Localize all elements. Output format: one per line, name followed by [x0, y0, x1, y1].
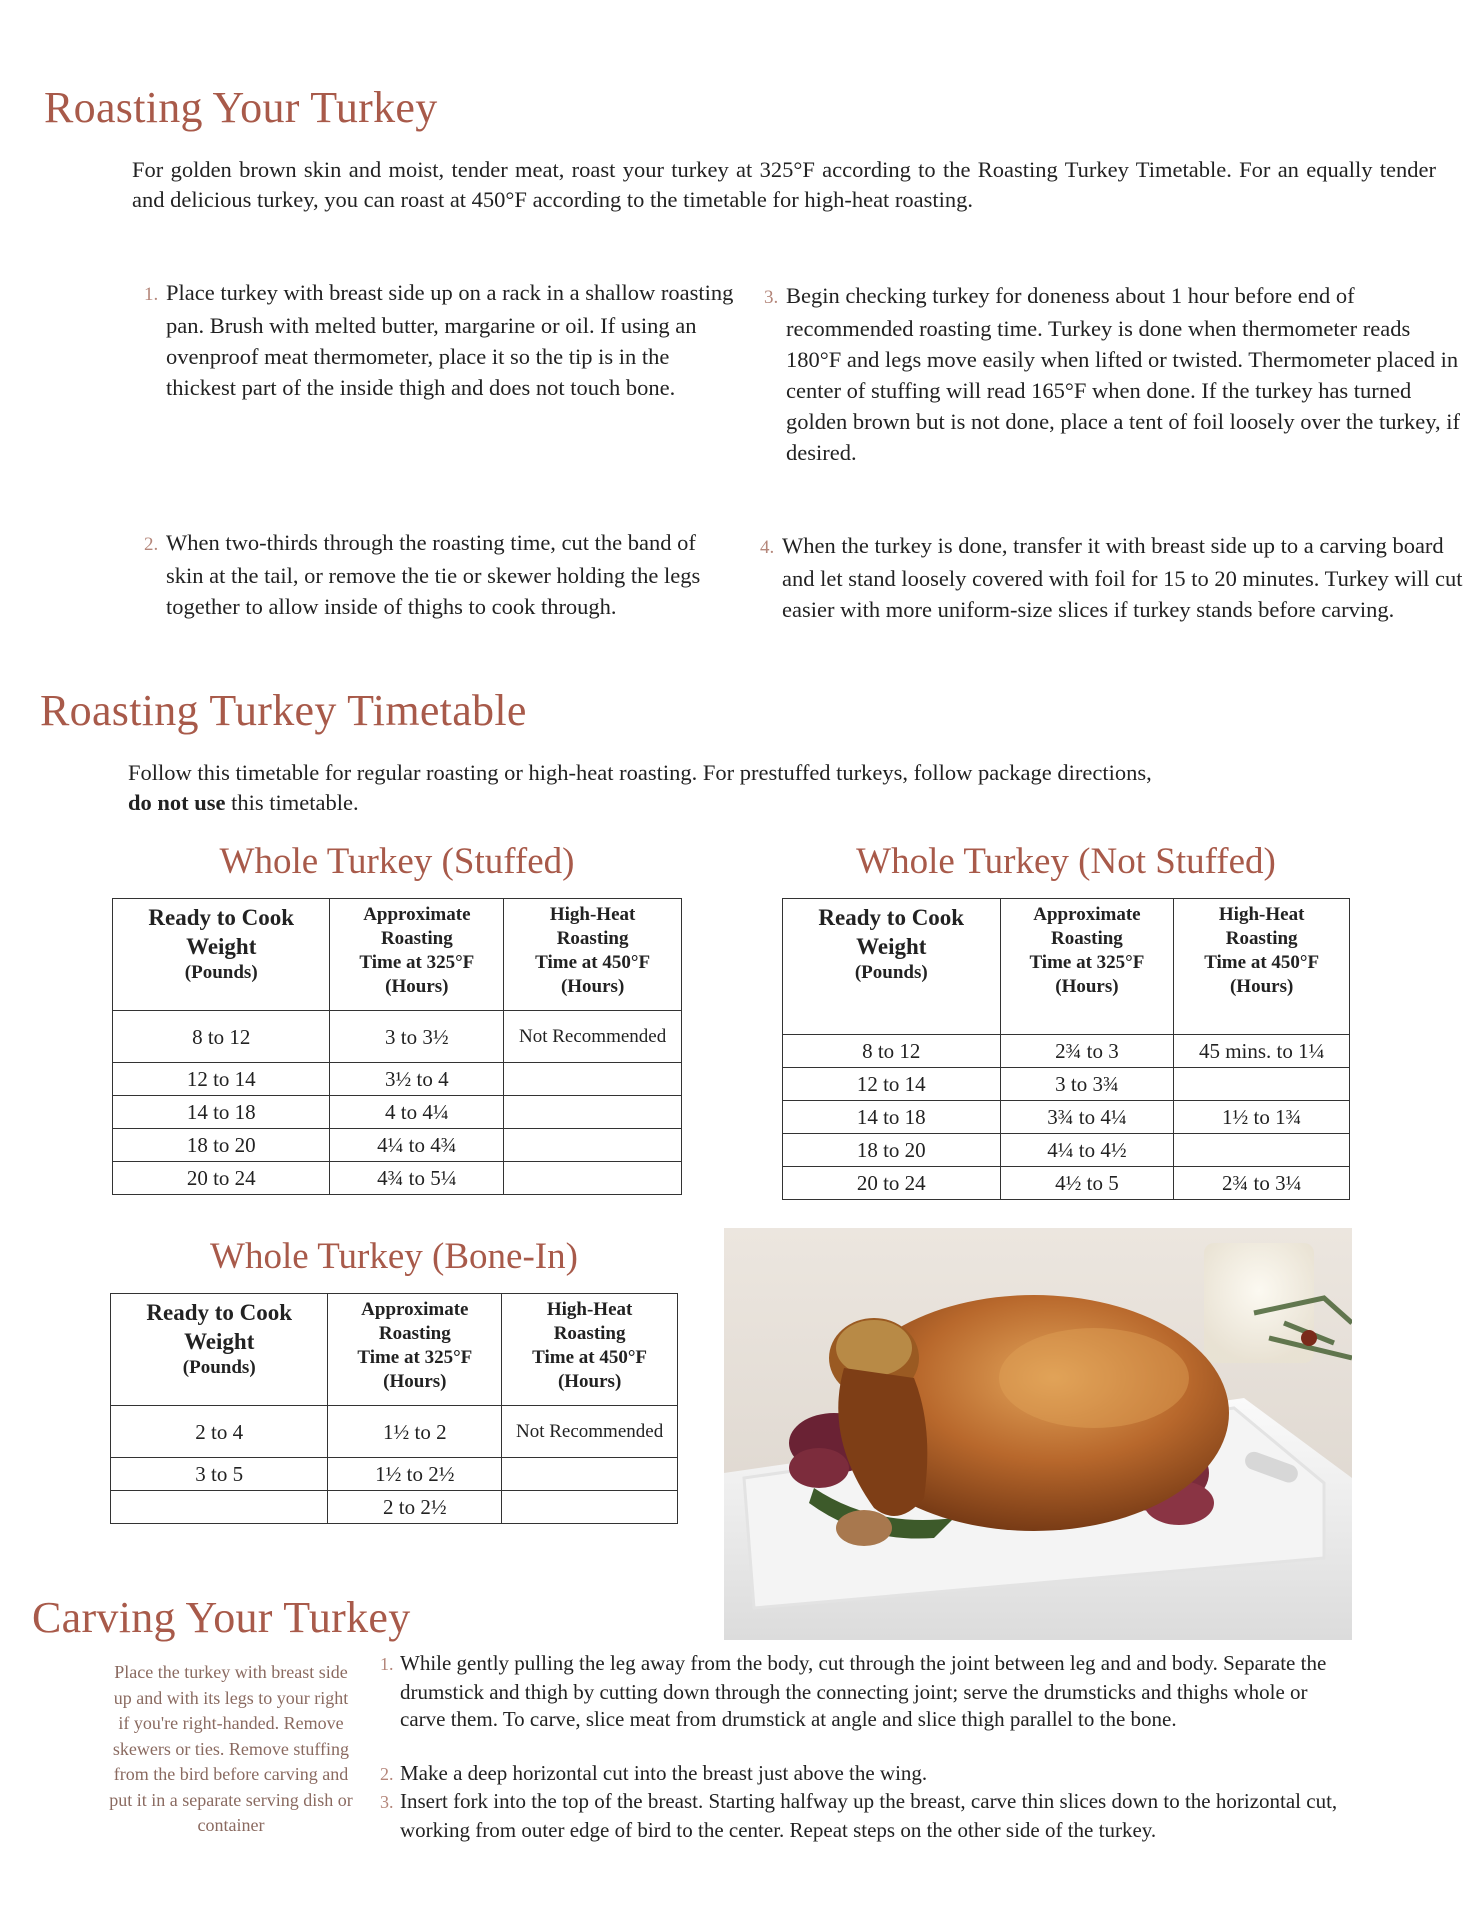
table-row [111, 1491, 678, 1524]
stuffed-table-title: Whole Turkey (Stuffed) [219, 841, 575, 882]
high-heat-450-header: High-Heat Roasting Time at 450°F (Hours) [504, 899, 682, 1011]
table-row [113, 1011, 682, 1063]
table-row [111, 1406, 678, 1458]
step-number: 3. [764, 287, 779, 308]
weight-cell: 12 to 14 [783, 1068, 1001, 1101]
table-row [113, 1063, 682, 1096]
high-heat-cell [504, 1162, 682, 1195]
table-row [783, 1134, 1350, 1167]
weight-cell: 2 to 4 [111, 1406, 328, 1458]
roasting-intro: For golden brown skin and moist, tender meat, roast your turkey at 325°F according to the Roasting Turkey Timetable. For an equally tender and delicious turkey, you can roast at 450°F according to the timetable for high-heat roasting. [132, 157, 1436, 212]
roast-time-cell: 3¾ to 4¼ [1000, 1101, 1174, 1134]
timetable-intro-end: this timetable. [225, 790, 359, 815]
high-heat-cell: Not Recommended [502, 1406, 678, 1458]
step-text: When two-thirds through the roasting time, cut the band of skin at the tail, or remove the tie or skewer holding the legs together to allow inside of thighs to cook through. [166, 530, 701, 619]
carving-step-3 [380, 1788, 1350, 1844]
step-text: When the turkey is done, transfer it with breast side up to a carving board and let stand loosely covered with foil for 15 to 20 minutes. Turkey will cut easier with more uniform-size slices if turkey stands before carving. [782, 533, 1463, 622]
weight-cell: 18 to 20 [783, 1134, 1001, 1167]
roasting-step-3 [764, 280, 1466, 468]
high-heat-cell [1174, 1134, 1350, 1167]
bone-in-table [110, 1293, 678, 1524]
step-number: 2. [380, 1764, 394, 1784]
table-row [113, 1096, 682, 1129]
high-heat-450-header: High-Heat Roasting Time at 450°F (Hours) [502, 1294, 678, 1406]
table-row [783, 1035, 1350, 1068]
roast-time-cell: 4¼ to 4½ [1000, 1134, 1174, 1167]
weight-header: Ready to Cook Weight (Pounds) [783, 899, 1001, 1035]
weight-cell: 12 to 14 [113, 1063, 330, 1096]
roasting-step-1 [144, 277, 736, 403]
roast-turkey-photo [724, 1228, 1352, 1640]
table-row [783, 1068, 1350, 1101]
roasting-title: Roasting Your Turkey [44, 83, 438, 132]
roasting-325-header: Approximate Roasting Time at 325°F (Hours) [330, 899, 504, 1011]
weight-cell: 20 to 24 [783, 1167, 1001, 1200]
roast-time-cell: 1½ to 2½ [328, 1458, 502, 1491]
step-number: 4. [760, 537, 775, 558]
weight-cell: 18 to 20 [113, 1129, 330, 1162]
weight-cell: 8 to 12 [783, 1035, 1001, 1068]
step-text: Begin checking turkey for doneness about 1 hour before end of recommended roasting time. Turkey is done when thermometer reads 180°F and legs move easily when lifted or twisted. Thermometer placed in center of stuffing will read 165°F when done. If the turkey has turned golden brown but is not done, place a tent of foil loosely over the turkey, if desired. [786, 283, 1461, 465]
table-row [783, 1101, 1350, 1134]
high-heat-cell [504, 1096, 682, 1129]
roast-time-cell: 2¾ to 3 [1000, 1035, 1174, 1068]
weight-cell: 20 to 24 [113, 1162, 330, 1195]
high-heat-cell [502, 1458, 678, 1491]
weight-header: Ready to Cook Weight (Pounds) [111, 1294, 328, 1406]
timetable-intro-text: Follow this timetable for regular roasting or high-heat roasting. For prestuffed turkeys, follow package directions, [128, 760, 1152, 785]
roasting-325-header: Approximate Roasting Time at 325°F (Hours) [1000, 899, 1174, 1035]
timetable-title: Roasting Turkey Timetable [40, 686, 527, 735]
high-heat-cell: 1½ to 1¾ [1174, 1101, 1350, 1134]
high-heat-cell: 2¾ to 3¼ [1174, 1167, 1350, 1200]
weight-header: Ready to Cook Weight (Pounds) [113, 899, 330, 1011]
carving-title: Carving Your Turkey [32, 1593, 411, 1642]
high-heat-450-header: High-Heat Roasting Time at 450°F (Hours) [1174, 899, 1350, 1035]
step-number: 1. [380, 1654, 394, 1674]
weight-cell: 14 to 18 [113, 1096, 330, 1129]
carving-step-1 [380, 1650, 1350, 1734]
roasting-step-4 [760, 530, 1472, 625]
step-text: Place turkey with breast side up on a rack in a shallow roasting pan. Brush with melted butter, margarine or oil. If using an ovenproof meat thermometer, place it so the tip is in the thickest part of the inside thigh and does not touch bone. [166, 280, 734, 400]
timetable-intro-emphasis: do not use [128, 790, 226, 815]
roast-time-cell: 3 to 3¾ [1000, 1068, 1174, 1101]
step-text: Make a deep horizontal cut into the breast just above the wing. [400, 1761, 928, 1785]
step-text: Insert fork into the top of the breast. Starting halfway up the breast, carve thin slices down to the horizontal cut, working from outer edge of bird to the center. Repeat steps on the other side of the turkey. [400, 1789, 1338, 1842]
roast-time-cell: 3 to 3½ [330, 1011, 504, 1063]
roast-time-cell: 1½ to 2 [328, 1406, 502, 1458]
roasting-325-header: Approximate Roasting Time at 325°F (Hours) [328, 1294, 502, 1406]
timetable-intro [128, 758, 1458, 818]
roast-time-cell: 4¼ to 4¾ [330, 1129, 504, 1162]
not-stuffed-table [782, 898, 1350, 1200]
table-row [113, 1129, 682, 1162]
high-heat-cell: 45 mins. to 1¼ [1174, 1035, 1350, 1068]
step-number: 1. [144, 284, 159, 305]
table-header-row [113, 899, 682, 1011]
table-row [111, 1458, 678, 1491]
step-number: 2. [144, 534, 159, 555]
high-heat-cell [504, 1129, 682, 1162]
roast-time-cell: 2 to 2½ [328, 1491, 502, 1524]
roast-time-cell: 4½ to 5 [1000, 1167, 1174, 1200]
high-heat-cell [1174, 1068, 1350, 1101]
roasting-step-2 [144, 527, 736, 622]
carving-sidenote: Place the turkey with breast side up and with its legs to your right if you're right-handed. Remove skewers or ties. Remove stuffing from the bird before carving and put it in a separate serving dish or container [109, 1662, 353, 1835]
weight-cell: 3 to 5 [111, 1458, 328, 1491]
carving-step-2 [380, 1760, 1350, 1789]
stuffed-table [112, 898, 682, 1195]
step-number: 3. [380, 1792, 394, 1812]
table-header-row [111, 1294, 678, 1406]
weight-cell: 8 to 12 [113, 1011, 330, 1063]
high-heat-cell [502, 1491, 678, 1524]
high-heat-cell: Not Recommended [504, 1011, 682, 1063]
high-heat-cell [504, 1063, 682, 1096]
step-text: While gently pulling the leg away from the body, cut through the joint between leg and and body. Separate the drumstick and thigh by cutting down through the connecting joint; serve the drumsticks and thighs whole or carve them. To carve, slice meat from drumstick at angle and slice thigh parallel to the bone. [400, 1651, 1327, 1731]
table-row [783, 1167, 1350, 1200]
roast-time-cell: 4¾ to 5¼ [330, 1162, 504, 1195]
table-row [113, 1162, 682, 1195]
table-header-row [783, 899, 1350, 1035]
bone-in-table-title: Whole Turkey (Bone-In) [210, 1236, 578, 1277]
weight-cell [111, 1491, 328, 1524]
roast-time-cell: 4 to 4¼ [330, 1096, 504, 1129]
not-stuffed-table-title: Whole Turkey (Not Stuffed) [856, 841, 1276, 882]
roast-time-cell: 3½ to 4 [330, 1063, 504, 1096]
weight-cell: 14 to 18 [783, 1101, 1001, 1134]
